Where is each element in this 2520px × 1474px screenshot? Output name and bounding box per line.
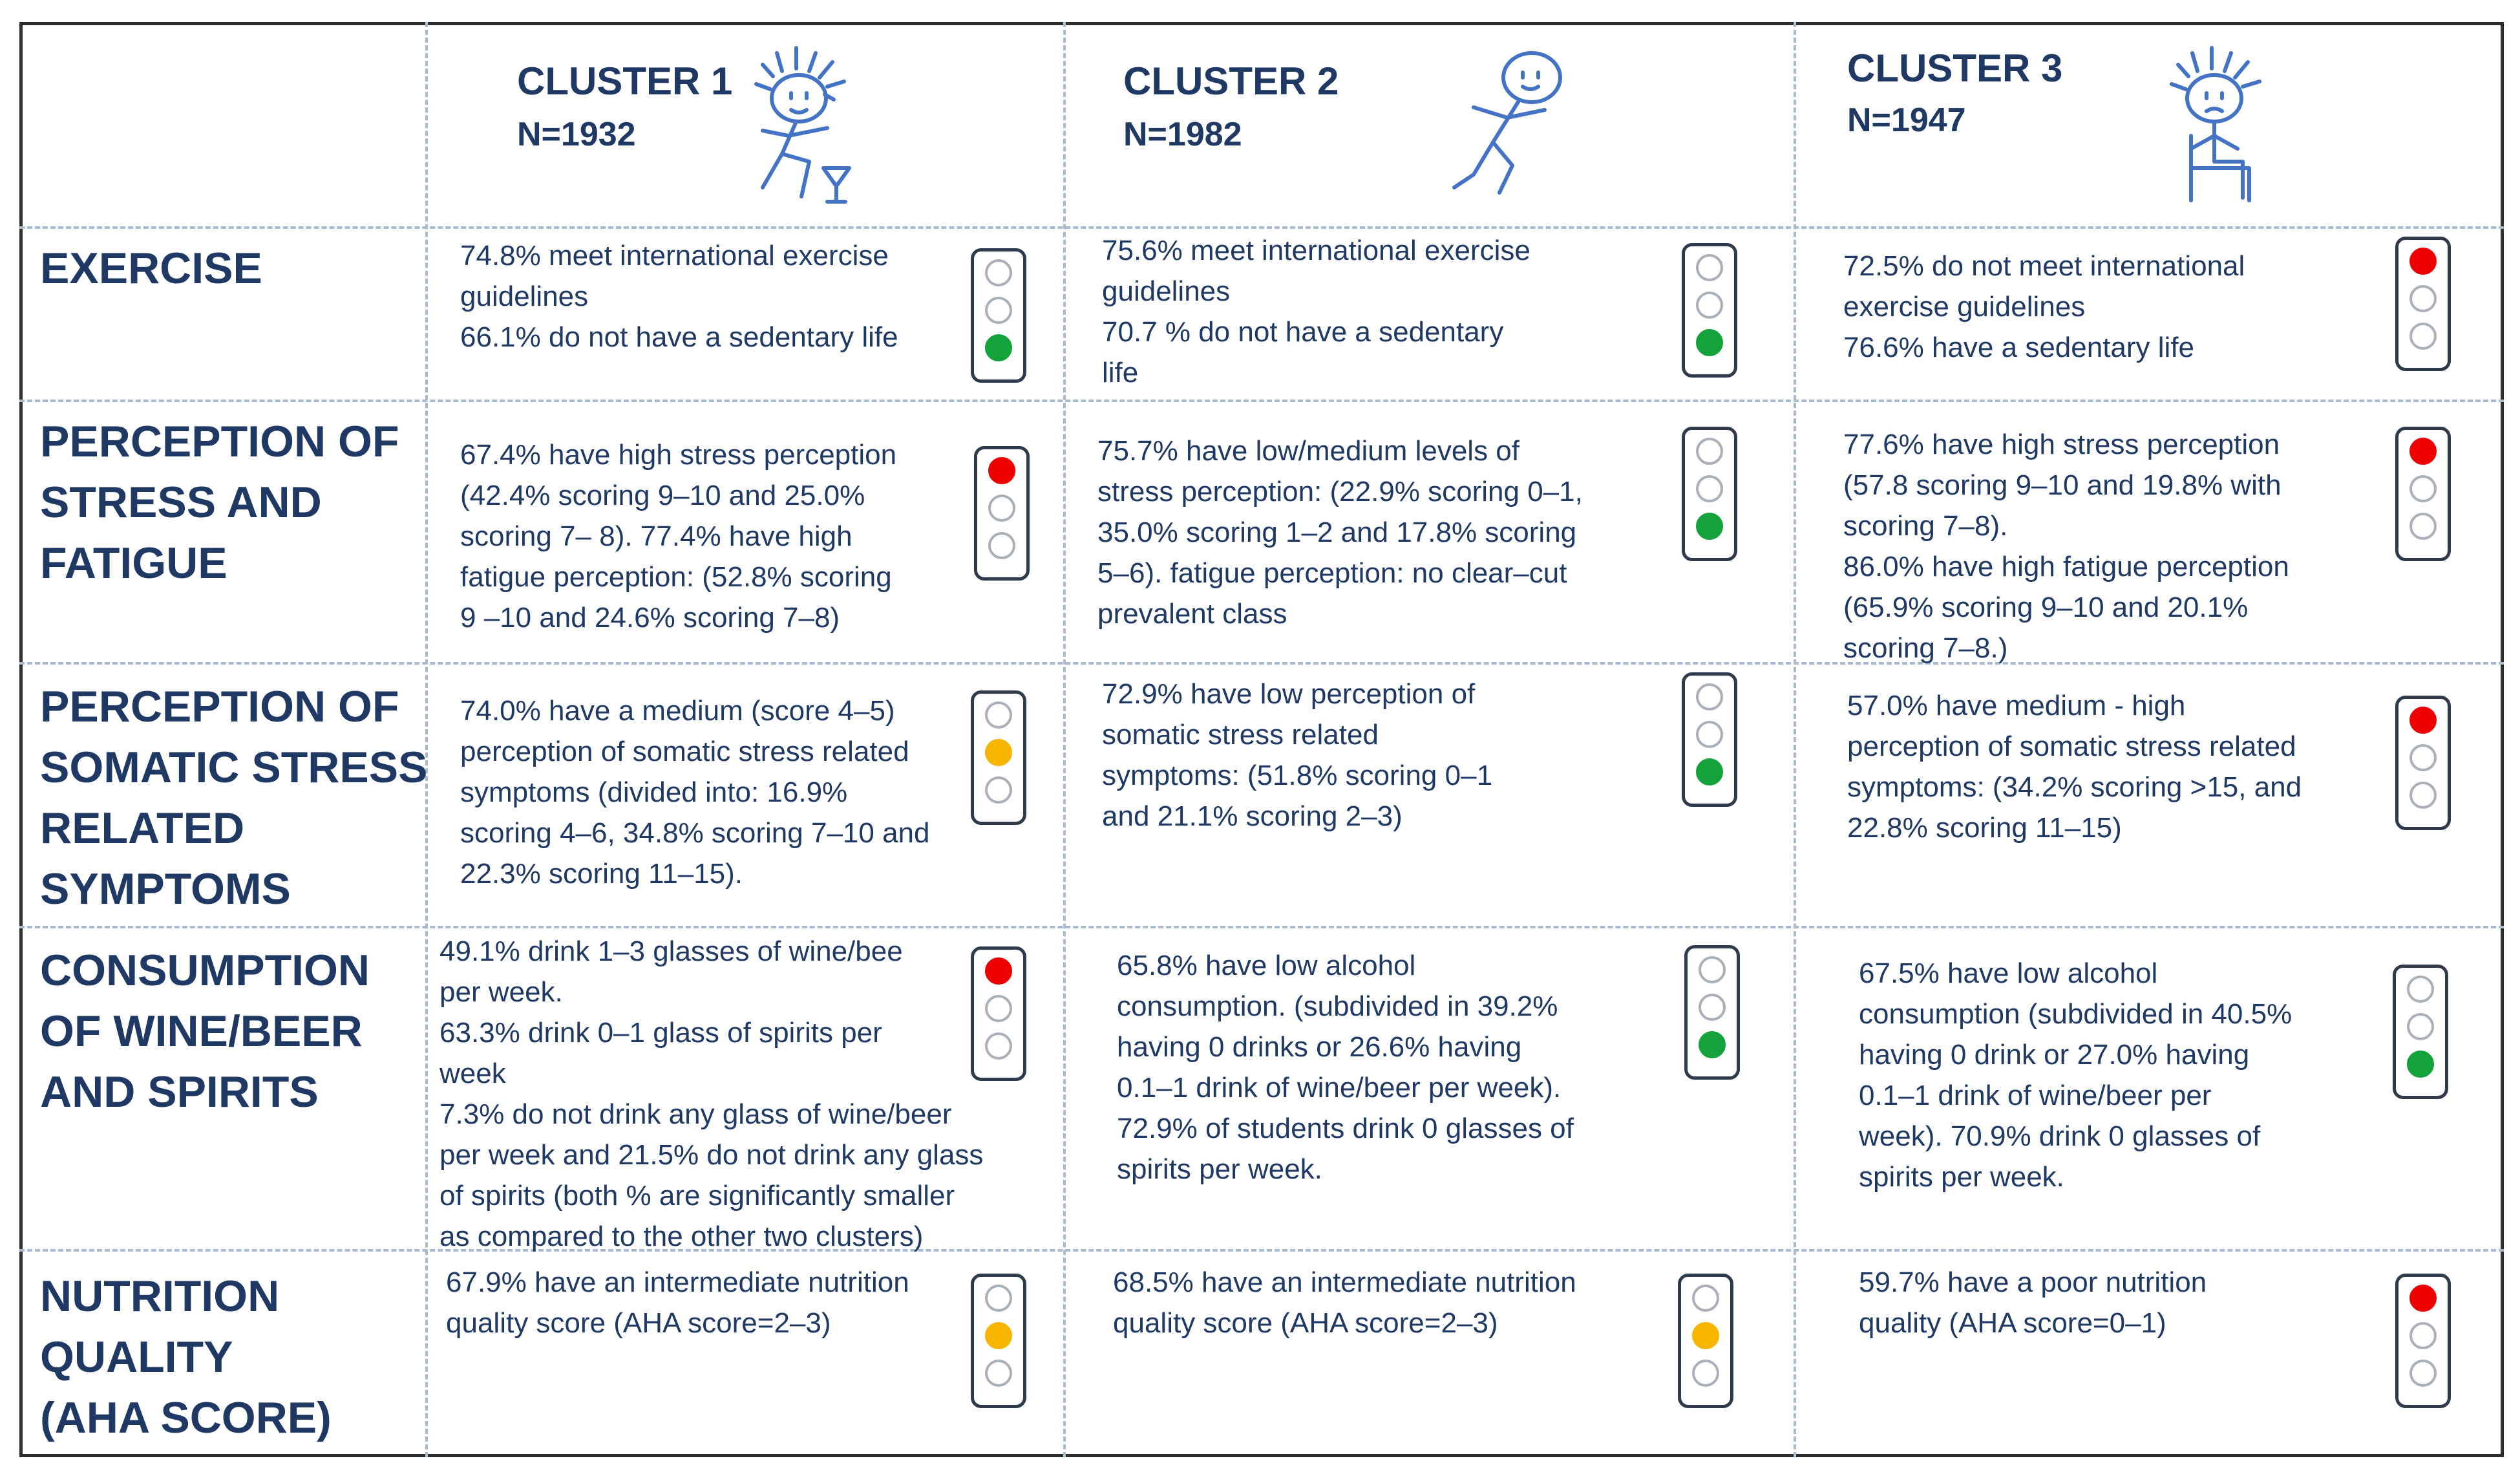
light-lamp-bottom [985, 1032, 1012, 1060]
traffic-light-icon [971, 1274, 1026, 1408]
running-figure-icon [1435, 45, 1577, 200]
cell-alcohol-cluster-1: 49.1% drink 1–3 glasses of wine/bee per week. 63.3% drink 0–1 glass of spirits per week 7.3% do not drink any glass of wine/beer per week and 21.5% do not drink any glass of spirits (both % are significantly smaller as compared to the other two clusters) [439, 935, 984, 1252]
row-label-somatic-symptoms: PERCEPTION OF SOMATIC STRESS RELATED SYMPTOMS [40, 682, 428, 913]
traffic-light-icon [2395, 237, 2451, 371]
row-divider [19, 400, 2504, 402]
traffic-light-icon [2395, 427, 2451, 561]
traffic-light-icon [1684, 945, 1740, 1080]
cluster-3-title: CLUSTER 3 [1847, 47, 2063, 90]
light-lamp-middle [1696, 292, 1723, 319]
cell-stress-cluster-1: 67.4% have high stress perception (42.4% scoring 9–10 and 25.0% scoring 7– 8). 77.4% have high fatigue perception: (52.8% scoring 9 –10 and 24.6% scoring 7–8) [460, 439, 897, 634]
cluster-3-count: N=1947 [1847, 101, 1966, 139]
light-lamp-middle [1696, 475, 1723, 502]
cluster-2-title: CLUSTER 2 [1123, 59, 1339, 103]
light-lamp-middle [985, 1322, 1012, 1349]
light-lamp-top [988, 457, 1015, 484]
light-lamp-bottom [2409, 1360, 2437, 1387]
light-lamp-top [985, 1285, 1012, 1312]
light-lamp-bottom [988, 532, 1015, 559]
light-lamp-bottom [1696, 329, 1723, 356]
light-lamp-middle [2409, 475, 2437, 502]
light-lamp-middle [985, 297, 1012, 324]
light-lamp-bottom [2409, 782, 2437, 809]
cell-exercise-cluster-1: 74.8% meet international exercise guidelines 66.1% do not have a sedentary life [460, 240, 898, 353]
row-label-exercise: EXERCISE [40, 244, 262, 293]
light-lamp-bottom [2407, 1051, 2434, 1078]
traffic-light-icon [971, 248, 1026, 383]
row-label-nutrition: NUTRITION QUALITY (AHA SCORE) [40, 1272, 332, 1442]
traffic-light-icon [2395, 1274, 2451, 1408]
seated-figure-icon [2152, 39, 2294, 207]
light-lamp-middle [985, 995, 1012, 1022]
light-lamp-bottom [985, 776, 1012, 804]
cell-somatic-cluster-3: 57.0% have medium - high perception of somatic stress related symptoms: (34.2% scoring >15, and 22.8% scoring 11–15) [1847, 690, 2302, 844]
light-lamp-bottom [985, 1360, 1012, 1387]
light-lamp-top [985, 259, 1012, 286]
row-divider [19, 226, 2504, 229]
light-lamp-bottom [1699, 1031, 1726, 1058]
running-figure-with-cocktail-icon [737, 39, 879, 207]
light-lamp-bottom [1696, 513, 1723, 540]
traffic-light-icon [1682, 243, 1737, 378]
cell-alcohol-cluster-2: 65.8% have low alcohol consumption. (subdivided in 39.2% having 0 drinks or 26.6% having 0.1–1 drink of wine/beer per week). 72.9% of students drink 0 glasses of spirits per week. [1117, 950, 1574, 1185]
light-lamp-top [985, 957, 1012, 985]
row-divider [19, 926, 2504, 928]
cell-nutrition-cluster-1: 67.9% have an intermediate nutrition quality score (AHA score=2–3) [446, 1266, 909, 1339]
cell-stress-cluster-3: 77.6% have high stress perception (57.8 scoring 9–10 and 19.8% with scoring 7–8). 86.0% have high fatigue perception (65.9% scoring 9–10 and 20.1% scoring 7–8.) [1843, 429, 2289, 664]
light-lamp-bottom [2409, 513, 2437, 540]
row-divider [19, 1249, 2504, 1252]
light-lamp-top [985, 701, 1012, 729]
traffic-light-icon [2393, 965, 2448, 1099]
cell-exercise-cluster-2: 75.6% meet international exercise guidelines 70.7 % do not have a sedentary life [1102, 235, 1530, 389]
light-lamp-top [1696, 683, 1723, 710]
cell-stress-cluster-2: 75.7% have low/medium levels of stress perception: (22.9% scoring 0–1, 35.0% scoring 1–2 and 17.8% scoring 5–6). fatigue perception: no clear–cut prevalent class [1097, 435, 1583, 630]
light-lamp-bottom [1692, 1360, 1719, 1387]
light-lamp-middle [1699, 994, 1726, 1021]
column-divider [1794, 22, 1796, 1457]
cell-somatic-cluster-1: 74.0% have a medium (score 4–5) perception of somatic stress related symptoms (divided into: 16.9% scoring 4–6, 34.8% scoring 7–10 and 22.3% scoring 11–15). [460, 695, 930, 890]
cluster-1-title: CLUSTER 1 [517, 59, 733, 103]
traffic-light-icon [971, 946, 1026, 1081]
light-lamp-middle [985, 739, 1012, 766]
traffic-light-icon [971, 690, 1026, 825]
light-lamp-bottom [985, 334, 1012, 361]
traffic-light-icon [1682, 672, 1737, 807]
cell-somatic-cluster-2: 72.9% have low perception of somatic stress related symptoms: (51.8% scoring 0–1 and 21.1% scoring 2–3) [1102, 678, 1493, 832]
cell-nutrition-cluster-3: 59.7% have a poor nutrition quality (AHA score=0–1) [1859, 1266, 2207, 1339]
row-label-stress-fatigue: PERCEPTION OF STRESS AND FATIGUE [40, 417, 399, 588]
light-lamp-top [1696, 438, 1723, 465]
light-lamp-bottom [1696, 758, 1723, 785]
light-lamp-top [2409, 248, 2437, 275]
cluster-1-count: N=1932 [517, 116, 636, 153]
cell-alcohol-cluster-3: 67.5% have low alcohol consumption (subdivided in 40.5% having 0 drink or 27.0% having 0.1–1 drink of wine/beer per week). 70.9% drink 0 glasses of spirits per week. [1859, 957, 2292, 1193]
light-lamp-top [1696, 254, 1723, 281]
light-lamp-middle [1696, 721, 1723, 748]
light-lamp-top [2409, 707, 2437, 734]
light-lamp-top [2409, 1285, 2437, 1312]
row-label-alcohol: CONSUMPTION OF WINE/BEER AND SPIRITS [40, 946, 370, 1116]
light-lamp-top [2409, 438, 2437, 465]
column-divider [1063, 22, 1066, 1457]
traffic-light-icon [2395, 696, 2451, 830]
traffic-light-icon [974, 446, 1030, 581]
light-lamp-middle [2407, 1013, 2434, 1040]
light-lamp-top [1692, 1285, 1719, 1312]
light-lamp-middle [1692, 1322, 1719, 1349]
traffic-light-icon [1678, 1274, 1733, 1408]
light-lamp-middle [988, 495, 1015, 522]
traffic-light-icon [1682, 427, 1737, 561]
cluster-2-count: N=1982 [1123, 116, 1242, 153]
light-lamp-bottom [2409, 323, 2437, 350]
light-lamp-top [2407, 976, 2434, 1003]
light-lamp-middle [2409, 1322, 2437, 1349]
light-lamp-middle [2409, 285, 2437, 312]
cell-nutrition-cluster-2: 68.5% have an intermediate nutrition quality score (AHA score=2–3) [1113, 1266, 1576, 1339]
cell-exercise-cluster-3: 72.5% do not meet international exercise guidelines 76.6% have a sedentary life [1843, 250, 2245, 363]
light-lamp-top [1699, 956, 1726, 983]
light-lamp-middle [2409, 744, 2437, 771]
